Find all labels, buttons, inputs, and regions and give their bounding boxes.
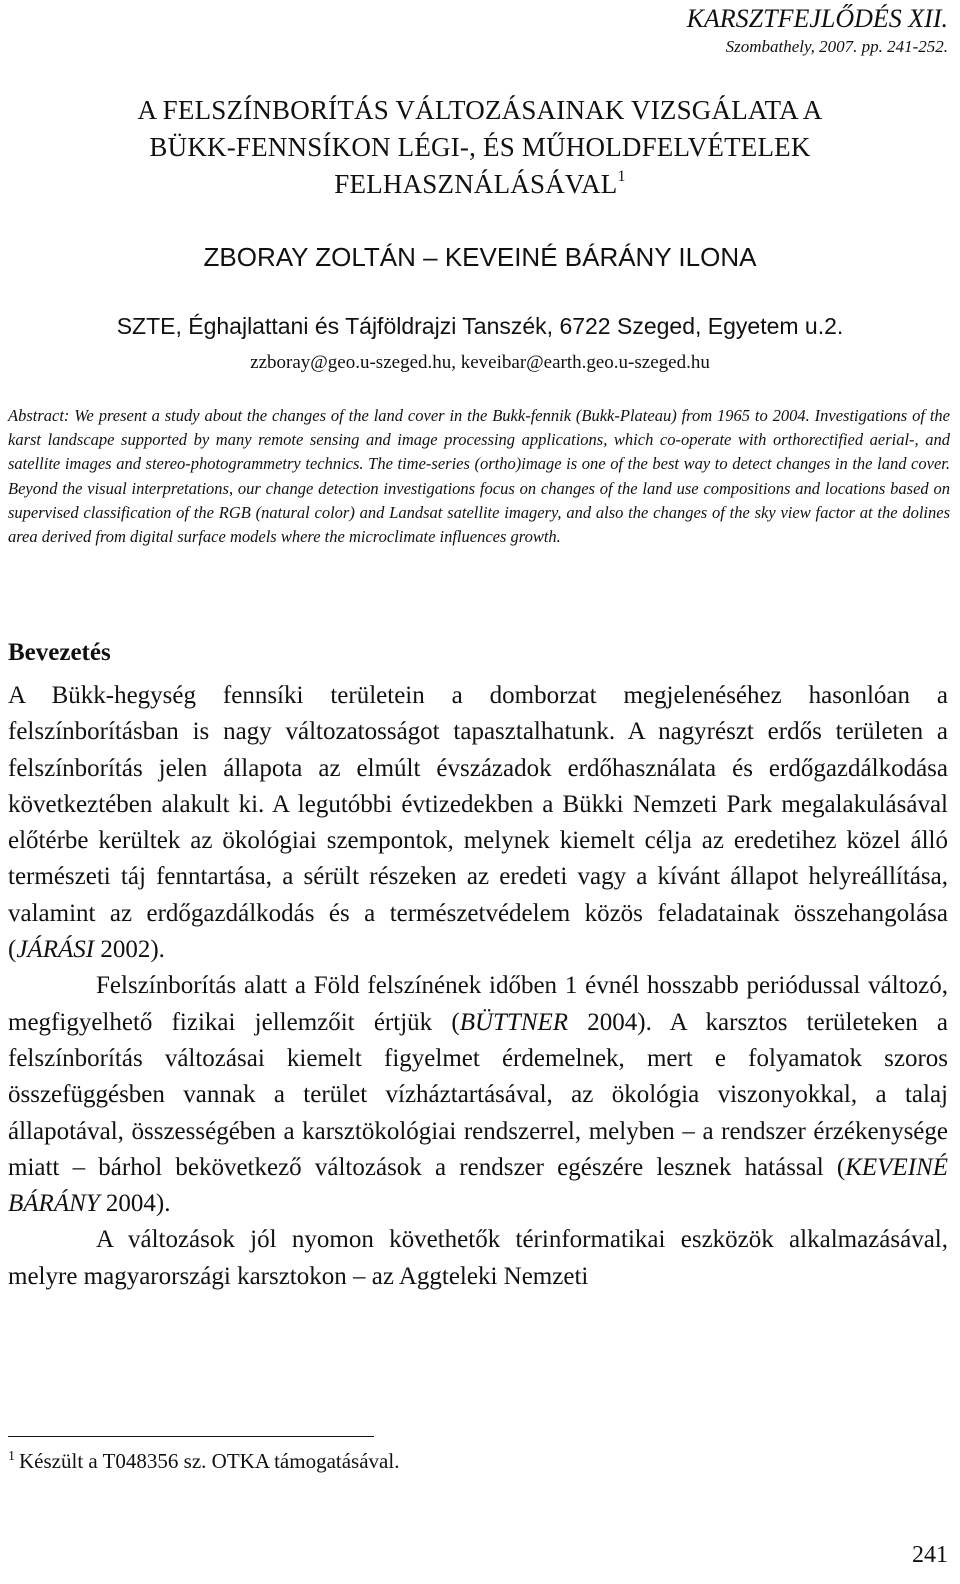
affiliation: SZTE, Éghajlattani és Tájföldrajzi Tanszék, 6722 Szeged, Egyetem u.2. — [116, 313, 844, 339]
paragraph-text: 2004). — [99, 1190, 171, 1218]
paragraph-text: A Bükk-hegység fennsíki területein a domborzat megjelenéséhez hasonlóan a felszínborításban is nagy változatosságot tapasztalhatunk. A nagyrészt erdős területen a felszínborítás jelen állapota az elmúlt évszázadok erdőhasználata és erdőgazdálkodása következtében alakult ki. A legutóbbi évtizedekben a Bükki Nemzeti Park megalakulásával előtérbe kerültek az ökológiai szempontok, melynek kiemelt célja az eredetihez közel álló természeti táj fenntartása, a sérült részeken az eredeti vagy a kívánt állapot helyreállítása, valamint az erdőgazdálkodás és a természetvédelem közös feladatainak összehangolása ( — [8, 682, 948, 964]
authors: ZBORAY ZOLTÁN – KEVEINÉ BÁRÁNY ILONA — [203, 242, 757, 272]
paragraph-text: 2002). — [94, 936, 165, 964]
footnote-divider — [8, 1436, 374, 1437]
paragraph: A változások jól nyomon követhetők térinformatikai eszközök alkalmazásával, melyre magyarországi karsztokon – az Aggteleki Nemzeti — [8, 1226, 948, 1290]
citation: JÁRÁSI — [16, 936, 95, 964]
footnote-text: Készült a T048356 sz. OTKA támogatásával. — [19, 1449, 400, 1473]
abstract: Abstract: We present a study about the changes of the land cover in the Bukk-fennik (Bukk-Plateau) from 1965 to 2004. Investigations of the karst landscape supported by many remote sensing and image processing applications, which co-operate with orthorectified aerial-, and satellite images and stereo-photogrammetry technics. The time-series (ortho)image is one of the best way to detect changes in the land cover. Beyond the visual interpretations, our change detection investigations focus on changes of the land use compositions and locations based on supervised classification of the RGB (natural color) and Landsat satellite imagery, and also the changes of the sky view factor at the dolines area derived from digital surface models where the microclimate influences growth. — [8, 406, 950, 547]
paragraph — [8, 968, 948, 1222]
journal-title: KARSZTFEJLŐDÉS XII. — [686, 4, 948, 33]
citation: BÜTTNER — [459, 1008, 569, 1036]
title-line: A FELSZÍNBORÍTÁS VÁLTOZÁSAINAK VIZSGÁLATA A — [137, 95, 823, 125]
body-text — [8, 678, 948, 1295]
title-line: BÜKK-FENNSÍKON LÉGI-, ÉS MŰHOLDFELVÉTELEK — [149, 132, 811, 162]
journal-header — [687, 2, 948, 58]
paragraph — [8, 678, 948, 968]
page-number: 241 — [912, 1542, 948, 1568]
journal-citation: Szombathely, 2007. pp. 241-252. — [725, 37, 948, 56]
title-footnote-mark: 1 — [617, 168, 626, 185]
article-title — [0, 92, 960, 203]
footnote-mark: 1 — [8, 1449, 15, 1464]
section-heading: Bevezetés — [8, 639, 111, 666]
footnote — [8, 1447, 399, 1475]
title-line-text: FELHASZNÁLÁSÁVAL — [334, 169, 618, 199]
title-line — [0, 166, 960, 203]
paragraph-text: Felszínborítás alatt a Föld felszínének időben 1 évnél hosszabb periódussal változó, megfigyelhető fizikai jellemzőit értjük ( — [8, 972, 948, 1036]
paragraph-text: 2004). A karsztos területeken a felszínborítás változásai kiemelt figyelmet érdemelnek, mert e folyamatok szoros összefüggésben vannak a terület vízháztartásával, az ökológia viszonyokkal, a talaj állapotával, összességében a karsztökológiai rendszerrel, melyben – a rendszer érzékenysége miatt – bárhol bekövetkező változások a rendszer egészére lesznek hatással ( — [8, 1008, 949, 1181]
citation: KEVEINÉ BÁRÁNY — [8, 1153, 948, 1218]
author-emails: zzboray@geo.u-szeged.hu, keveibar@earth.geo.u-szeged.hu — [250, 352, 710, 373]
